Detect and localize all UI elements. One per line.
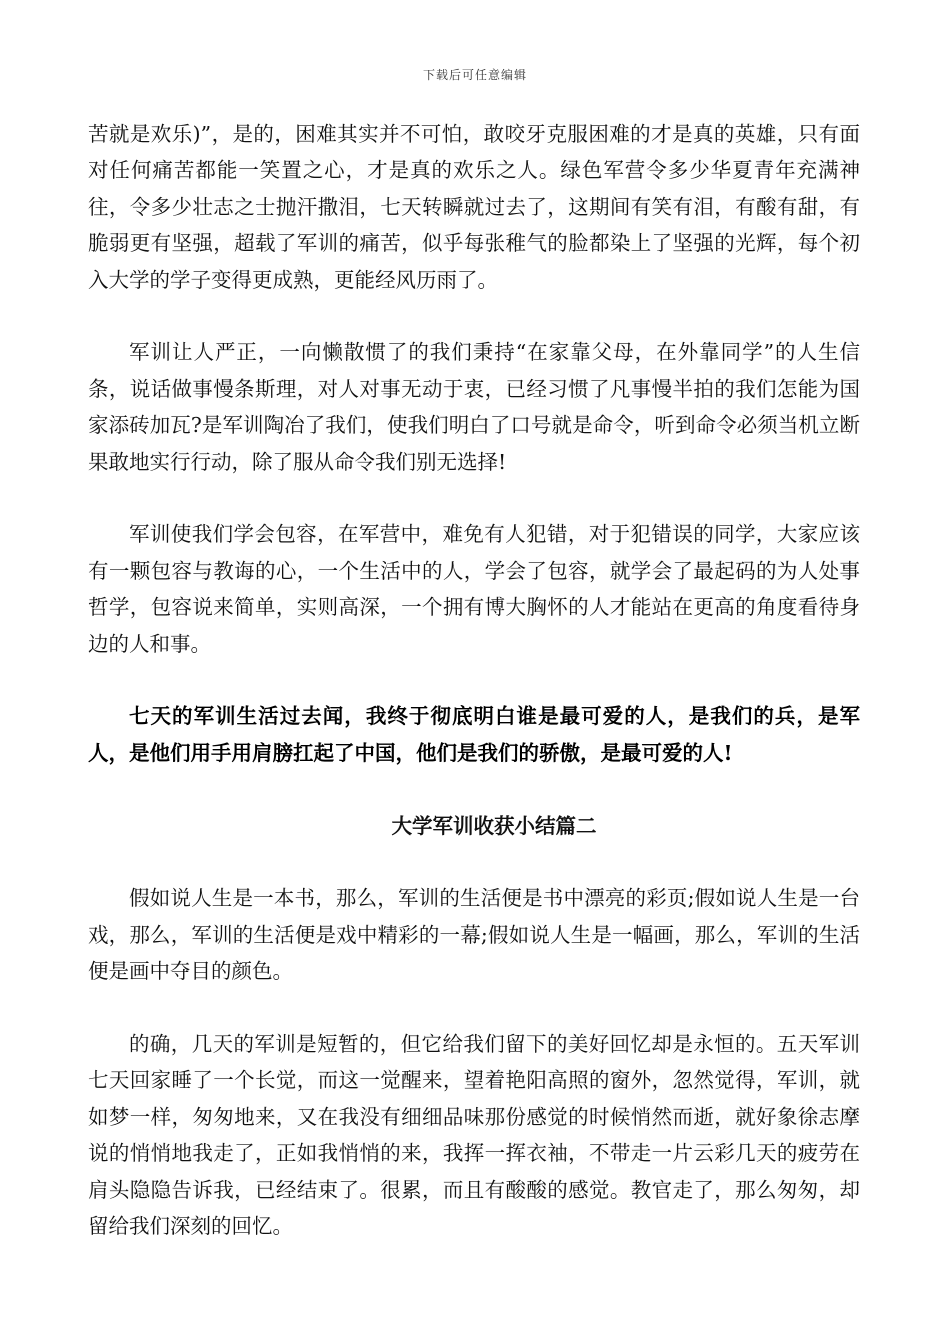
- section-title: 大学军训收获小结篇二: [391, 813, 597, 838]
- paragraph-2: 军训让人严正，一向懒散惯了的我们秉持“在家靠父母，在外靠同学”的人生信条，说话做事慢条斯理，对人对事无动于衷，已经习惯了凡事慢半拍的我们怎能为国家添砖加瓦?是军训陶冶了我们，使我们明白了口号就是命令，听到命令必须当机立断果敢地实行行动，除了服从命令我们别无选择!: [88, 340, 860, 474]
- paragraph-4-bold: 七天的军训生活过去闻，我终于彻底明白谁是最可爱的人，是我们的兵，是军人，是他们用手用肩膀扛起了中国，他们是我们的骄傲，是最可爱的人!: [88, 704, 860, 765]
- paragraph-5: 假如说人生是一本书，那么，军训的生活便是书中漂亮的彩页;假如说人生是一台戏，那么，军训的生活便是戏中精彩的一幕;假如说人生是一幅画，那么，军训的生活便是画中夺目的颜色。: [88, 886, 860, 984]
- page-header-note: 下载后可任意编辑: [422, 68, 527, 82]
- paragraph-3: 军训使我们学会包容，在军营中，难免有人犯错，对于犯错误的同学，大家应该有一颗包容与教诲的心，一个生活中的人，学会了包容，就学会了最起码的为人处事哲学，包容说来简单，实则高深，一个拥有博大胸怀的人才能站在更高的角度看待身边的人和事。: [88, 522, 860, 656]
- paragraph-6: 的确，几天的军训是短暂的，但它给我们留下的美好回忆却是永恒的。五天军训七天回家睡了一个长觉，而这一觉醒来，望着艳阳高照的窗外，忽然觉得，军训，就如梦一样，匆匆地来，又在我没有细细品味那份感觉的时候悄然而逝，就好象徐志摩说的悄悄地我走了，正如我悄悄的来，我挥一挥衣袖，不带走一片云彩几天的疲劳在肩头隐隐告诉我，已经结束了。很累，而且有酸酸的感觉。教官走了，那么匆匆，却留给我们深刻的回忆。: [88, 1032, 860, 1239]
- document-body: [88, 116, 860, 1281]
- paragraph-1: 苦就是欢乐)”，是的，困难其实并不可怕，敢咬牙克服困难的才是真的英雄，只有面对任何痛苦都能一笑置之心，才是真的欢乐之人。绿色军营令多少华夏青年充满神往，令多少壮志之士抛汗撒泪，七天转瞬就过去了，这期间有笑有泪，有酸有甜，有脆弱更有坚强，超载了军训的痛苦，似乎每张稚气的脸都染上了坚强的光辉，每个初入大学的学子变得更成熟，更能经风历雨了。: [88, 122, 860, 292]
